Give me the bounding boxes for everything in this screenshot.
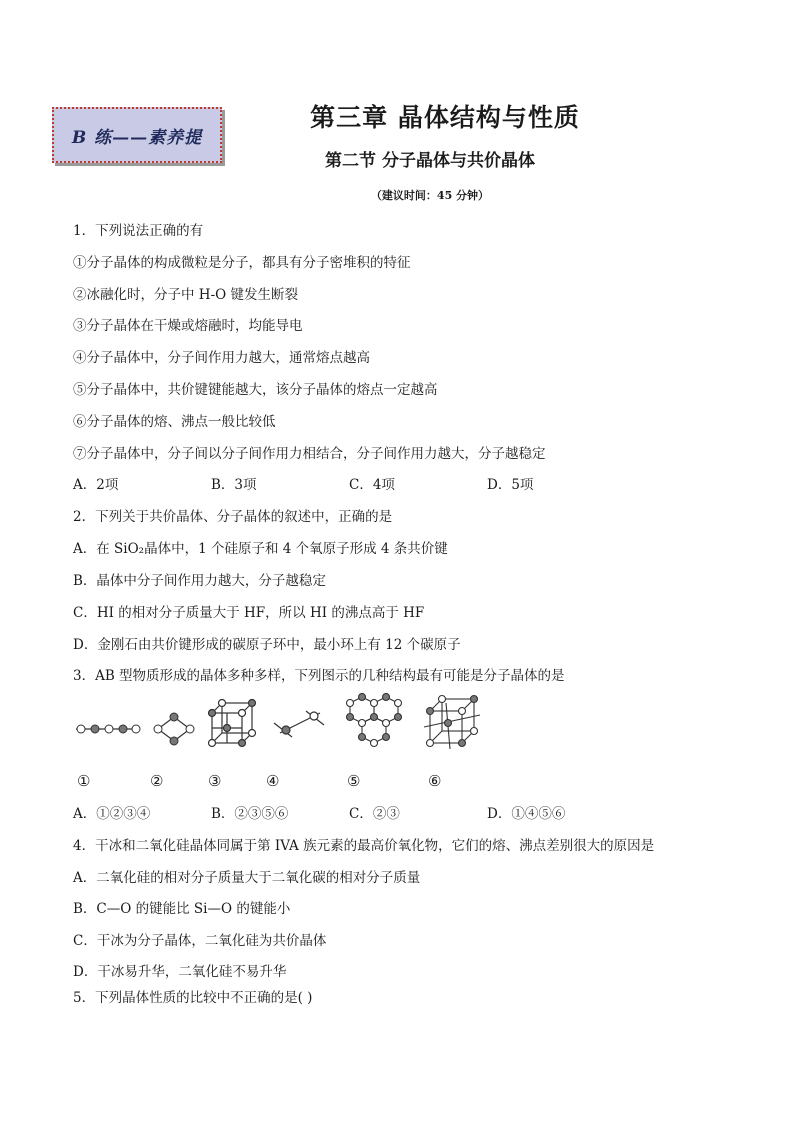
q1-option-b: B．3项: [211, 477, 257, 493]
q3-option-d: D．①④⑤⑥: [487, 806, 566, 822]
q1-option-d: D．5项: [487, 477, 534, 493]
q1-item: ⑦分子晶体中，分子间以分子间作用力相结合，分子间作用力越大，分子越稳定: [73, 446, 546, 462]
figure-label: ④: [266, 772, 280, 790]
crystal-structure-figures: [70, 693, 500, 753]
q1-item: ⑥分子晶体的熔、沸点一般比较低: [73, 414, 276, 430]
structure-4-sheet: [274, 711, 324, 737]
figure-label: ⑥: [428, 772, 442, 790]
q1-item: ④分子晶体中，分子间作用力越大，通常熔点越高: [73, 350, 370, 366]
q1-item: ①分子晶体的构成微粒是分子，都具有分子密堆积的特征: [73, 255, 411, 271]
q1-stem: 1．下列说法正确的有: [73, 223, 204, 239]
q3-option-a: A．①②③④: [73, 806, 151, 822]
structure-3-cube: [209, 700, 256, 747]
q1-item: ③分子晶体在干燥或熔融时，均能导电: [73, 318, 303, 334]
structure-2-rhombus: [154, 713, 194, 745]
q4-stem: 4．干冰和二氧化硅晶体同属于第 IVA 族元素的最高价氧化物，它们的熔、沸点差别很大的原因是: [73, 838, 655, 854]
figure-label: ③: [208, 772, 222, 790]
q1-option-c: C．4项: [349, 477, 395, 493]
q3-stem: 3．AB 型物质形成的晶体多种多样，下列图示的几种结构最有可能是分子晶体的是: [73, 668, 565, 684]
q3-option-b: B．②③⑤⑥: [211, 806, 289, 822]
q1-item: ⑤分子晶体中，共价键键能越大，该分子晶体的熔点一定越高: [73, 382, 438, 398]
q4-option-c: C．干冰为分子晶体，二氧化硅为共价晶体: [73, 933, 327, 949]
q2-option-d: D．金刚石由共价键形成的碳原子环中，最小环上有 12 个碳原子: [73, 637, 461, 653]
q3-option-c: C．②③: [349, 806, 400, 822]
chapter-title: 第三章 晶体结构与性质: [310, 103, 580, 132]
q4-option-a: A．二氧化硅的相对分子质量大于二氧化碳的相对分子质量: [73, 870, 421, 886]
badge-label: B 练——素养提: [71, 127, 203, 148]
q2-option-c: C．HI 的相对分子质量大于 HF，所以 HI 的沸点高于 HF: [73, 605, 425, 621]
structure-5-hexagonal: [347, 694, 402, 747]
q2-option-a: A．在 SiO₂晶体中，1 个硅原子和 4 个氧原子形成 4 条共价键: [73, 541, 448, 557]
q2-stem: 2．下列关于共价晶体、分子晶体的叙述中，正确的是: [73, 509, 393, 525]
q1-option-a: A．2项: [73, 477, 119, 493]
figure-label: ②: [150, 772, 164, 790]
section-title: 第二节 分子晶体与共价晶体: [325, 151, 535, 171]
figure-label: ①: [77, 772, 91, 790]
practice-badge: [52, 107, 222, 163]
q2-option-b: B．晶体中分子间作用力越大，分子越稳定: [73, 573, 326, 589]
figure-label: ⑤: [347, 772, 361, 790]
q4-option-d: D．干冰易升华，二氧化硅不易升华: [73, 964, 287, 980]
structure-6-lattice: [424, 696, 480, 750]
time-hint: （建议时间：45 分钟）: [370, 189, 490, 202]
q1-item: ②冰融化时，分子中 H-O 键发生断裂: [73, 287, 298, 303]
structure-1-chain: [76, 725, 140, 733]
q4-option-b: B．C—O 的键能比 Si—O 的键能小: [73, 901, 291, 917]
q5-stem: 5．下列晶体性质的比较中不正确的是( ): [73, 990, 313, 1006]
